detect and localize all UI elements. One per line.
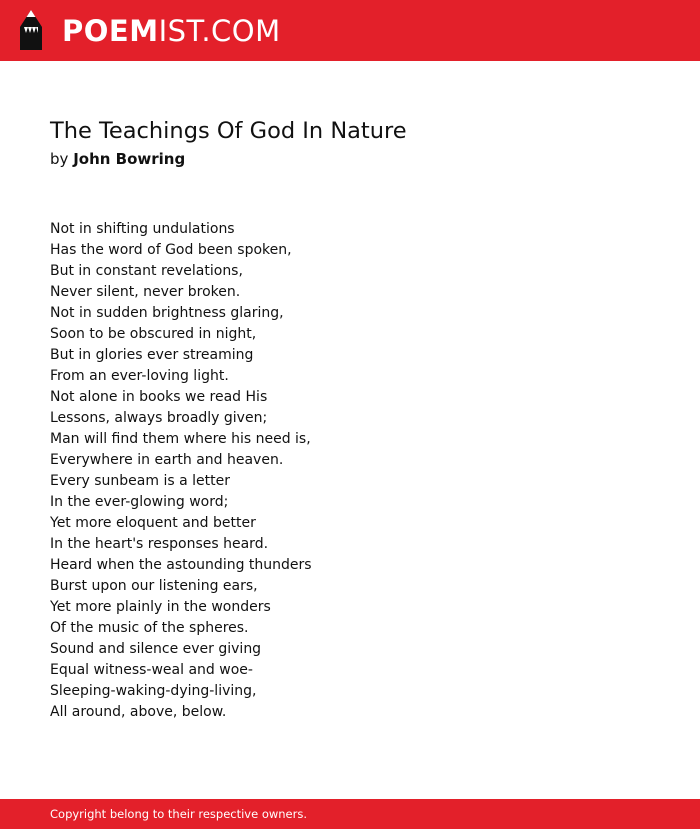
- copyright-text: Copyright belong to their respective owners.: [50, 807, 308, 821]
- poem-line: Man will find them where his need is,: [50, 431, 311, 447]
- poem-line: Never silent, never broken.: [50, 284, 241, 300]
- byline: [50, 148, 185, 170]
- poem-line: Yet more eloquent and better: [50, 515, 256, 531]
- author-name: John Bowring: [73, 150, 186, 168]
- site-header: [0, 0, 700, 61]
- poem-line: Everywhere in earth and heaven.: [50, 452, 284, 468]
- poem-line: Not in shifting undulations: [50, 221, 235, 237]
- poem-line: Of the music of the spheres.: [50, 620, 249, 636]
- poem-line: Burst upon our listening ears,: [50, 578, 258, 594]
- poem-title: The Teachings Of God In Nature: [50, 118, 407, 144]
- poem-line: From an ever-loving light.: [50, 368, 229, 384]
- poem-line: Heard when the astounding thunders: [50, 557, 312, 573]
- poem-line: Yet more plainly in the wonders: [50, 599, 271, 615]
- poem-line: Has the word of God been spoken,: [50, 242, 292, 258]
- by-label: by: [50, 150, 69, 168]
- poem-line: Every sunbeam is a letter: [50, 473, 230, 489]
- poem-line: But in constant revelations,: [50, 263, 243, 279]
- poem-line: Not alone in books we read His: [50, 389, 268, 405]
- poem-line: In the ever-glowing word;: [50, 494, 229, 510]
- poem-line: All around, above, below.: [50, 704, 227, 720]
- poem-line: But in glories ever streaming: [50, 347, 254, 363]
- poem-line: Not in sudden brightness glaring,: [50, 305, 284, 321]
- poem-line: Soon to be obscured in night,: [50, 326, 257, 342]
- poem-line: In the heart's responses heard.: [50, 536, 269, 552]
- poem-line: Sound and silence ever giving: [50, 641, 262, 657]
- poem-line: Lessons, always broadly given;: [50, 410, 268, 426]
- site-footer: [0, 799, 700, 829]
- poem-line: Equal witness-weal and woe-: [50, 662, 253, 678]
- logo-light-text: IST.COM: [158, 14, 281, 48]
- logo-strong-text: POEM: [62, 14, 159, 48]
- poem-line: Sleeping-waking-dying-living,: [50, 683, 257, 699]
- poem-body: [50, 219, 312, 723]
- pencil-tip-icon: [18, 9, 44, 51]
- site-logo-link[interactable]: [62, 13, 281, 49]
